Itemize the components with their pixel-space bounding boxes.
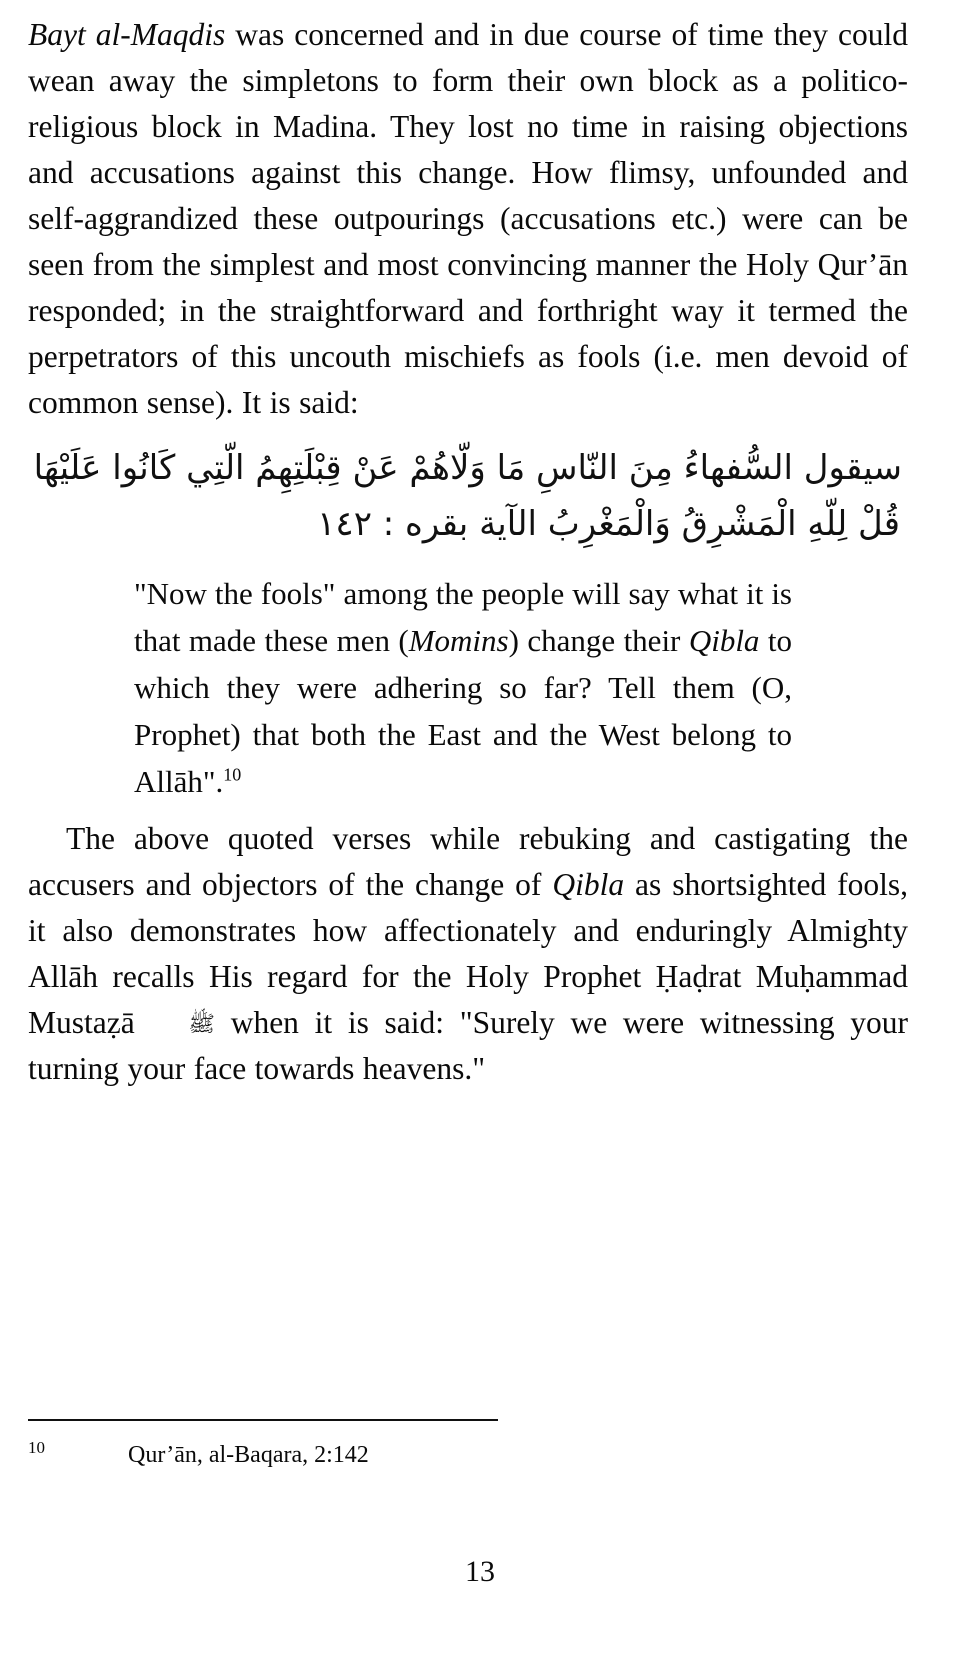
arabic-verse-line-2: قُلْ لِلّهِ الْمَشْرِقُ وَالْمَغْرِبُ الآية بقره : ١٤٢ xyxy=(317,503,900,544)
arabic-verse-block xyxy=(28,440,908,552)
paragraph-1-lead-italic: Bayt al-Maqdis xyxy=(28,17,226,52)
quotation-italic-qibla: Qibla xyxy=(688,623,760,659)
footnote-separator-rule xyxy=(28,1419,498,1421)
quotation-middle: ) change their xyxy=(508,623,689,659)
footnote-text: Qur’ān, al-Baqara, 2:142 xyxy=(128,1442,369,1468)
paragraph-2-part-1: The above quoted verses while rebuking and castigating the accusers and objectors of the change of xyxy=(28,820,908,902)
paragraph-2-italic-qibla: Qibla xyxy=(552,866,625,902)
paragraph-2-part-2: as shortsighted fools, it also demonstrates how affectionately and enduringly Almighty Allāh recalls His regard for the Holy Prophet Ḥaḍrat Muḥammad Mustaẓā xyxy=(28,866,909,1040)
page-number: 13 xyxy=(465,1555,495,1588)
salutation-seal-icon: ﷺ xyxy=(188,1011,215,1037)
paragraph-1-text: was concerned and in due course of time they could wean away the simpletons to form their own block as a politico-religious block in Madina. They lost no time in raising objections and accusations against this change. How flimsy, unfounded and self-aggrandized these outpourings (accusations etc.) were can be seen from the simplest and most convincing manner the Holy Qur’ān responded; in the straightforward and forthright way it termed the perpetrators of this uncouth mischiefs as fools (i.e. men devoid of common sense). It is said: xyxy=(28,17,908,420)
quotation-italic-momins: Momins xyxy=(408,623,509,659)
paragraph-2-part-3: when it is said: "Surely we were witnessing your turning your face towards heavens." xyxy=(28,1004,909,1086)
paragraph-2 xyxy=(28,816,908,1092)
quotation-tail: to which they were adhering so far? Tell them (O, Prophet) that both the East and the West belong to Allāh". xyxy=(134,623,792,800)
arabic-verse-line-1: سيقول السُّفهاءُ مِنَ النّاسِ مَا وَلّاهُمْ عَنْ قِبْلَتِهِمُ الّتِي كَانُوا عَلَيْهَا xyxy=(33,447,902,488)
body-column xyxy=(28,12,908,1096)
quotation-text xyxy=(134,570,792,806)
quotation-opening: "Now the fools" among the people will say what it is that made these men ( xyxy=(134,576,792,659)
footnote-reference-10: 10 xyxy=(223,765,242,786)
block-quotation xyxy=(28,570,908,806)
footnote-entry: 10 Qur’ān, al-Baqara, 2:142 xyxy=(28,1440,728,1471)
paragraph-1 xyxy=(28,12,908,426)
